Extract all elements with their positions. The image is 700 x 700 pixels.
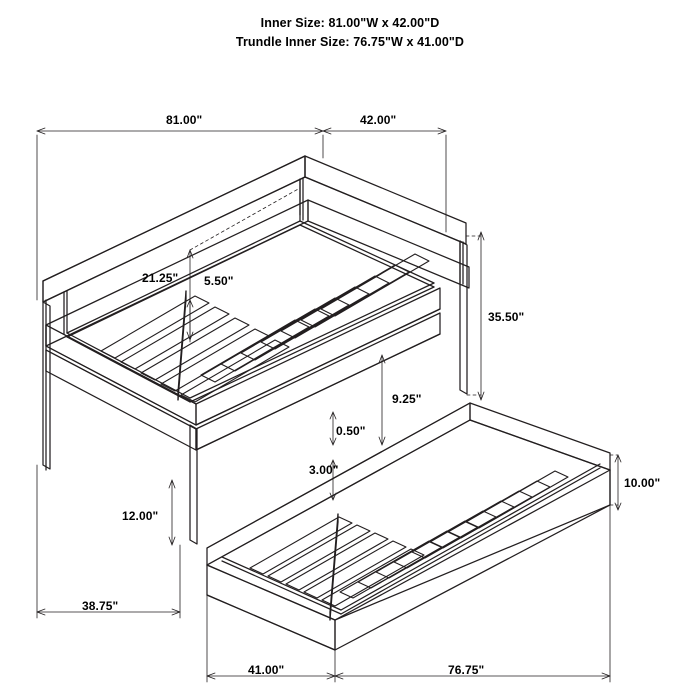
inner-size-text: Inner Size: 81.00"W x 42.00"D (260, 16, 440, 30)
dim-label-5-50: 5.50" (204, 274, 234, 288)
dim-label-76-75: 76.75" (448, 663, 485, 677)
trundle-inner-size-text: Trundle Inner Size: 76.75"W x 41.00"D (235, 35, 465, 49)
front-rail (46, 325, 196, 450)
dim-label-10-00: 10.00" (624, 476, 661, 490)
dim-label-3-00: 3.00" (309, 463, 339, 477)
back-panel (43, 156, 308, 346)
trundle-unit (207, 403, 610, 650)
dim-label-42: 42.00" (360, 113, 397, 127)
dimension-lines (37, 128, 621, 682)
dim-label-12-00: 12.00" (122, 509, 159, 523)
dim-label-21-25: 21.25" (142, 271, 179, 285)
center-support-beam (178, 291, 186, 400)
head-panel (305, 156, 469, 288)
dim-label-0-50: 0.50" (336, 424, 366, 438)
dim-label-38-75: 38.75" (82, 599, 119, 613)
side-rail-right (196, 288, 440, 450)
dim-label-81: 81.00" (166, 113, 203, 127)
legs (43, 179, 467, 544)
dim-label-41-00: 41.00" (248, 663, 285, 677)
dim-label-35-50: 35.50" (488, 310, 525, 324)
slat-support-rails (67, 221, 434, 402)
dim-label-9-25: 9.25" (392, 392, 422, 406)
